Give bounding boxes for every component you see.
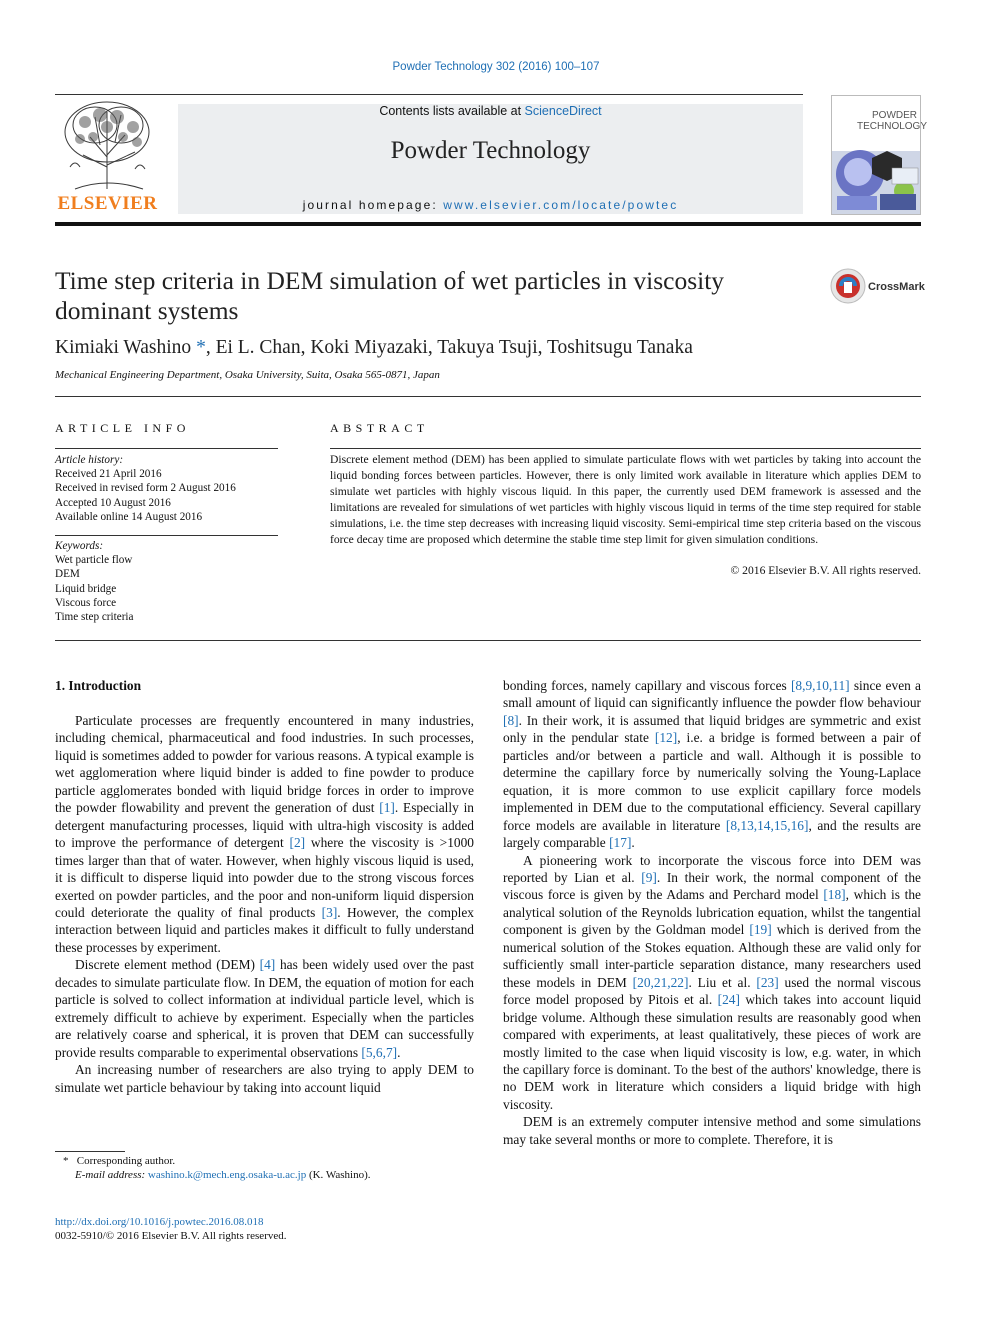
- article-info-heading: ARTICLE INFO: [55, 421, 190, 435]
- doi-block: [55, 1215, 287, 1243]
- paragraph-text: , i.e. a bridge is formed between a pair of particles and/or between a particle and wall. Although it is possible to determine the capillary force by numerically solving the Young-Laplace equation, it is more common to use explicit capillary force models implemented in DEM due to the computational efficiency. Several capillary force models are available in literature: [503, 730, 921, 833]
- header-top-rule: [55, 94, 803, 95]
- paragraph-text: . Especially in detergent manufacturing processes, liquid with ultra-high viscosity is added to improve the performance of detergent: [55, 800, 474, 851]
- other-authors: , Ei L. Chan, Koki Miyazaki, Takuya Tsuji, Toshitsugu Tanaka: [205, 337, 693, 358]
- abstract-rule: [330, 448, 921, 449]
- header-thick-rule: [55, 222, 921, 226]
- email-label: E-mail address:: [75, 1169, 148, 1181]
- article-title: Time step criteria in DEM simulation of wet particles in viscosity dominant systems: [55, 266, 725, 325]
- paragraph-text: bonding forces, namely capillary and viscous forces: [503, 678, 791, 693]
- citation-link[interactable]: [19]: [749, 922, 772, 938]
- paragraph-text: where the viscosity is >1000 times larger than that of water. However, when highly viscous liquid is used, it is difficult to disperse liquid into powder due to the strong viscous forces exerted on powder particles, and the poor and non-uniform liquid dispersion could deteriorate the quality of final products: [55, 835, 474, 920]
- body-paragraph: [55, 1061, 474, 1096]
- email-note: [55, 1168, 371, 1182]
- homepage-link[interactable]: www.elsevier.com/locate/powtec: [443, 198, 679, 212]
- keyword-item: Viscous force: [55, 596, 117, 609]
- cover-title: POWDER TECHNOLOGY: [857, 110, 928, 132]
- citation-link[interactable]: [2]: [289, 835, 306, 851]
- paragraph-text: , which is the analytical solution of the Reynolds lubrication equation, whilst the tangential component is given by the Goldman model: [503, 887, 921, 938]
- body-paragraph: [503, 677, 921, 852]
- abstract-text: Discrete element method (DEM) has been applied to simulate particulate flows with wet particles by taking into account the liquid bonding forces between particles. However, there is only limited work available in literature which applies DEM to simulate wet particles with highly viscous liquid. In this paper, the currently used DEM framework is assessed and the limitations are revealed for simulations of wet particles with highly viscous liquid in terms of the time step required for stable simulations, i.e. the time step decreases with increasing liquid viscosity. Semi-empirical time step criteria based on the viscous force decay time are proposed which determine the stable time step limit for given simulation conditions.: [330, 453, 921, 546]
- history-item: Received in revised form 2 August 2016: [55, 482, 236, 495]
- corresponding-author-note: [55, 1154, 371, 1168]
- citation-link[interactable]: [8,13,14,15,16]: [725, 817, 809, 833]
- paragraph-text: A pioneering work to incorporate the viscous force into DEM was reported by Lian et al.: [503, 852, 921, 885]
- paragraph-text: has been widely used over the past decades to simulate particulate flow. In DEM, the equation of motion for each particle is solved to collect information at individual particle level, which is extremely difficult to achieve by experiment. Especially when the particles are relatively coarse and spherical, it is proven that DEM can successfully provide results comparable to experimental observations: [55, 957, 474, 1060]
- paragraph-text: since even a small amount of liquid can significantly influence the powder flow behaviour: [503, 678, 922, 711]
- journal-reference[interactable]: [0, 61, 992, 73]
- homepage-prefix: journal homepage:: [302, 198, 444, 212]
- paragraph-text: which takes into account liquid bridge volume. Although these simulation results are reasonably good when compared with experiments, at least qualitatively, these pieces of work are mostly limited to the case when liquid viscosity is low, e.g. water, in which the capillary force is dominant. To the best of the authors' knowledge, there is no DEM work in literature which considers a liquid bridge with high viscosity.: [503, 992, 921, 1112]
- citation-link[interactable]: [18]: [823, 887, 846, 903]
- citation-link[interactable]: [12]: [654, 730, 678, 746]
- paragraph-text: Particulate processes are frequently encountered in many industries, including chemical, pharmaceutical and food industries. In such processes, liquid is sometimes added to powder for various reasons. A typical example is wet agglomeration where liquid binder is added to fine powder to produce particle agglomerates bonded with liquid bridge forces in order to improve the powder flowability and prevent the generation of dust: [55, 713, 474, 816]
- keyword-item: Wet particle flow: [55, 554, 133, 567]
- paragraph-text: . However, the complex interaction between liquid and particles makes it difficult to fully understand these processes by experiment.: [55, 904, 474, 955]
- corresponding-author-mark[interactable]: *: [191, 337, 206, 358]
- paragraph-text: Discrete element method (DEM): [75, 957, 260, 973]
- abstract-copyright: © 2016 Elsevier B.V. All rights reserved.: [730, 564, 921, 577]
- keywords: [55, 539, 285, 624]
- journal-homepage: [178, 198, 803, 212]
- paragraph-text: .: [631, 835, 635, 851]
- journal-name: Powder Technology: [390, 137, 591, 164]
- history-label: Article history:: [55, 454, 124, 466]
- crossmark-label: CrossMark: [868, 281, 925, 293]
- citation-link[interactable]: [8]: [503, 712, 519, 728]
- crossmark-badge[interactable]: [830, 268, 930, 308]
- paragraph-text: An increasing number of researchers are also trying to apply DEM to simulate wet particle behaviour by taking into account liquid: [55, 1062, 474, 1095]
- paragraph-text: , and the results are largely comparable: [503, 817, 921, 851]
- corresponding-label: Corresponding author.: [76, 1155, 176, 1167]
- body-column-left: [55, 712, 474, 1096]
- journal-reference-link[interactable]: Powder Technology 302 (2016) 100–107: [392, 61, 600, 73]
- article-history: [55, 453, 285, 524]
- article-info-rule: [55, 448, 278, 449]
- first-author: Kimiaki Washino: [55, 337, 192, 358]
- section-heading-introduction: 1. Introduction: [55, 678, 142, 693]
- body-paragraph: [503, 852, 921, 1114]
- paragraph-text: DEM is an extremely computer intensive method and some simulations may take several months or more to complete. Therefore, it is: [503, 1114, 921, 1147]
- paragraph-text: which is derived from the numerical solution of the Stokes equation. Although these are valid only for sufficiently small inter-particle separation distance, many researchers used these models in DEM: [503, 922, 922, 990]
- footnote-star: *: [63, 1155, 69, 1167]
- crossmark-icon: [830, 268, 866, 304]
- history-item: Accepted 10 August 2016: [55, 496, 171, 509]
- journal-cover-thumbnail[interactable]: [831, 95, 928, 215]
- footnote-rule: [55, 1151, 125, 1152]
- paragraph-text: .: [397, 1044, 401, 1060]
- issn-line: 0032-5910/© 2016 Elsevier B.V. All rights reserved.: [55, 1230, 287, 1242]
- author-list: [55, 337, 693, 359]
- paragraph-text: . In their work, it is assumed that liquid bridges are symmetric and exist only in the pendular state: [503, 712, 921, 746]
- citation-link[interactable]: [1]: [379, 800, 395, 816]
- body-column-right: [503, 677, 921, 1148]
- email-suffix: (K. Washino).: [306, 1169, 371, 1181]
- citation-link[interactable]: [8,9,10,11]: [790, 678, 850, 693]
- keywords-label: Keywords:: [55, 540, 104, 552]
- citation-link[interactable]: [20,21,22]: [632, 974, 689, 990]
- contents-line: [178, 104, 803, 118]
- author-email-link[interactable]: washino.k@mech.eng.osaka-u.ac.jp: [147, 1169, 307, 1181]
- footnote: [55, 1154, 371, 1182]
- citation-link[interactable]: [4]: [259, 957, 276, 973]
- history-item: Received 21 April 2016: [55, 468, 162, 481]
- elsevier-wordmark: ELSEVIER: [57, 193, 158, 214]
- abstract-heading: ABSTRACT: [330, 421, 429, 435]
- citation-link[interactable]: [9]: [641, 869, 657, 885]
- body-paragraph: [55, 712, 474, 956]
- doi-link[interactable]: http://dx.doi.org/10.1016/j.powtec.2016.08.018: [55, 1216, 264, 1228]
- paragraph-text: used the normal viscous force model proposed by Pitois et al.: [503, 974, 922, 1008]
- keyword-item: DEM: [55, 568, 80, 581]
- contents-prefix: Contents lists available at: [379, 104, 525, 118]
- citation-link[interactable]: [3]: [321, 904, 338, 920]
- body-paragraph: [55, 956, 474, 1061]
- paragraph-text: . In their work, the normal component of the viscous force is given by the Adams and Perchard model: [503, 869, 921, 903]
- citation-link[interactable]: [23]: [756, 974, 779, 990]
- history-item: Available online 14 August 2016: [55, 510, 203, 523]
- citation-link[interactable]: [5,6,7]: [361, 1044, 398, 1060]
- citation-link[interactable]: [24]: [717, 992, 740, 1008]
- citation-link[interactable]: [17]: [609, 835, 632, 851]
- paragraph-text: . Liu et al.: [688, 974, 757, 990]
- affiliation: Mechanical Engineering Department, Osaka University, Suita, Osaka 565-0871, Japan: [55, 369, 440, 381]
- front-matter-bottom-rule: [55, 640, 921, 641]
- sciencedirect-link[interactable]: ScienceDirect: [524, 104, 602, 118]
- keywords-rule: [55, 535, 278, 536]
- keyword-item: Time step criteria: [55, 611, 134, 624]
- affiliation-rule: [55, 396, 921, 397]
- body-paragraph: [503, 1113, 921, 1148]
- keyword-item: Liquid bridge: [55, 582, 117, 595]
